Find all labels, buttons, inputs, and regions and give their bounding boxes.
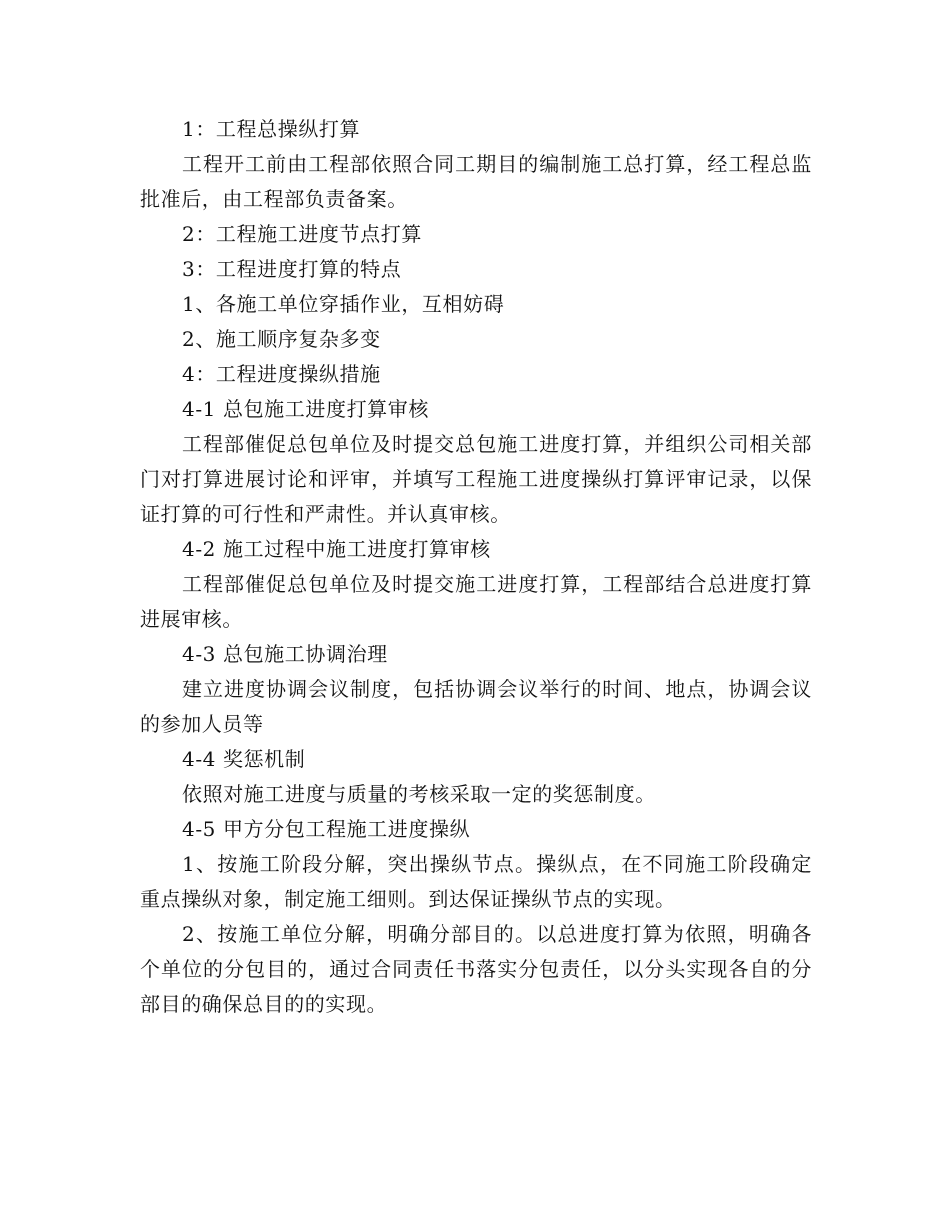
list-item-1: 1、各施工单位穿插作业，互相妨碍 — [182, 292, 505, 316]
subsection-heading-4-5: 4-5 甲方分包工程施工进度操纵 — [182, 817, 471, 841]
section-heading-2: 2：工程施工进度节点打算 — [182, 222, 422, 246]
paragraph-total-plan: 工程开工前由工程部依照合同工期目的编制施工总打算，经工程总监批准后，由工程部负责备案。 — [140, 152, 812, 211]
paragraph-4-4: 依照对施工进度与质量的考核采取一定的奖惩制度。 — [182, 782, 656, 806]
paragraph-4-5-item-1: 1、按施工阶段分解，突出操纵节点。操纵点，在不同施工阶段确定重点操纵对象，制定施工细则。到达保证操纵节点的实现。 — [140, 852, 812, 911]
subsection-heading-4-3: 4-3 总包施工协调治理 — [182, 642, 388, 666]
subsection-heading-4-2: 4-2 施工过程中施工进度打算审核 — [182, 537, 491, 561]
document-body — [140, 112, 812, 1022]
paragraph-4-1: 工程部催促总包单位及时提交总包施工进度打算，并组织公司相关部门对打算进展讨论和评审，并填写工程施工进度操纵打算评审记录，以保证打算的可行性和严肃性。并认真审核。 — [140, 432, 812, 526]
section-heading-1: 1：工程总操纵打算 — [182, 117, 361, 141]
paragraph-4-3: 建立进度协调会议制度，包括协调会议举行的时间、地点，协调会议的参加人员等 — [140, 677, 812, 736]
list-item-2: 2、施工顺序复杂多变 — [182, 327, 381, 351]
subsection-heading-4-1: 4-1 总包施工进度打算审核 — [182, 397, 429, 421]
section-heading-4: 4：工程进度操纵措施 — [182, 362, 381, 386]
section-heading-3: 3：工程进度打算的特点 — [182, 257, 402, 281]
paragraph-4-5-item-2: 2、按施工单位分解，明确分部目的。以总进度打算为依照，明确各个单位的分包目的，通过合同责任书落实分包责任，以分头实现各自的分部目的确保总目的的实现。 — [140, 922, 812, 1016]
subsection-heading-4-4: 4-4 奖惩机制 — [182, 747, 306, 771]
paragraph-4-2: 工程部催促总包单位及时提交施工进度打算，工程部结合总进度打算进展审核。 — [140, 572, 812, 631]
